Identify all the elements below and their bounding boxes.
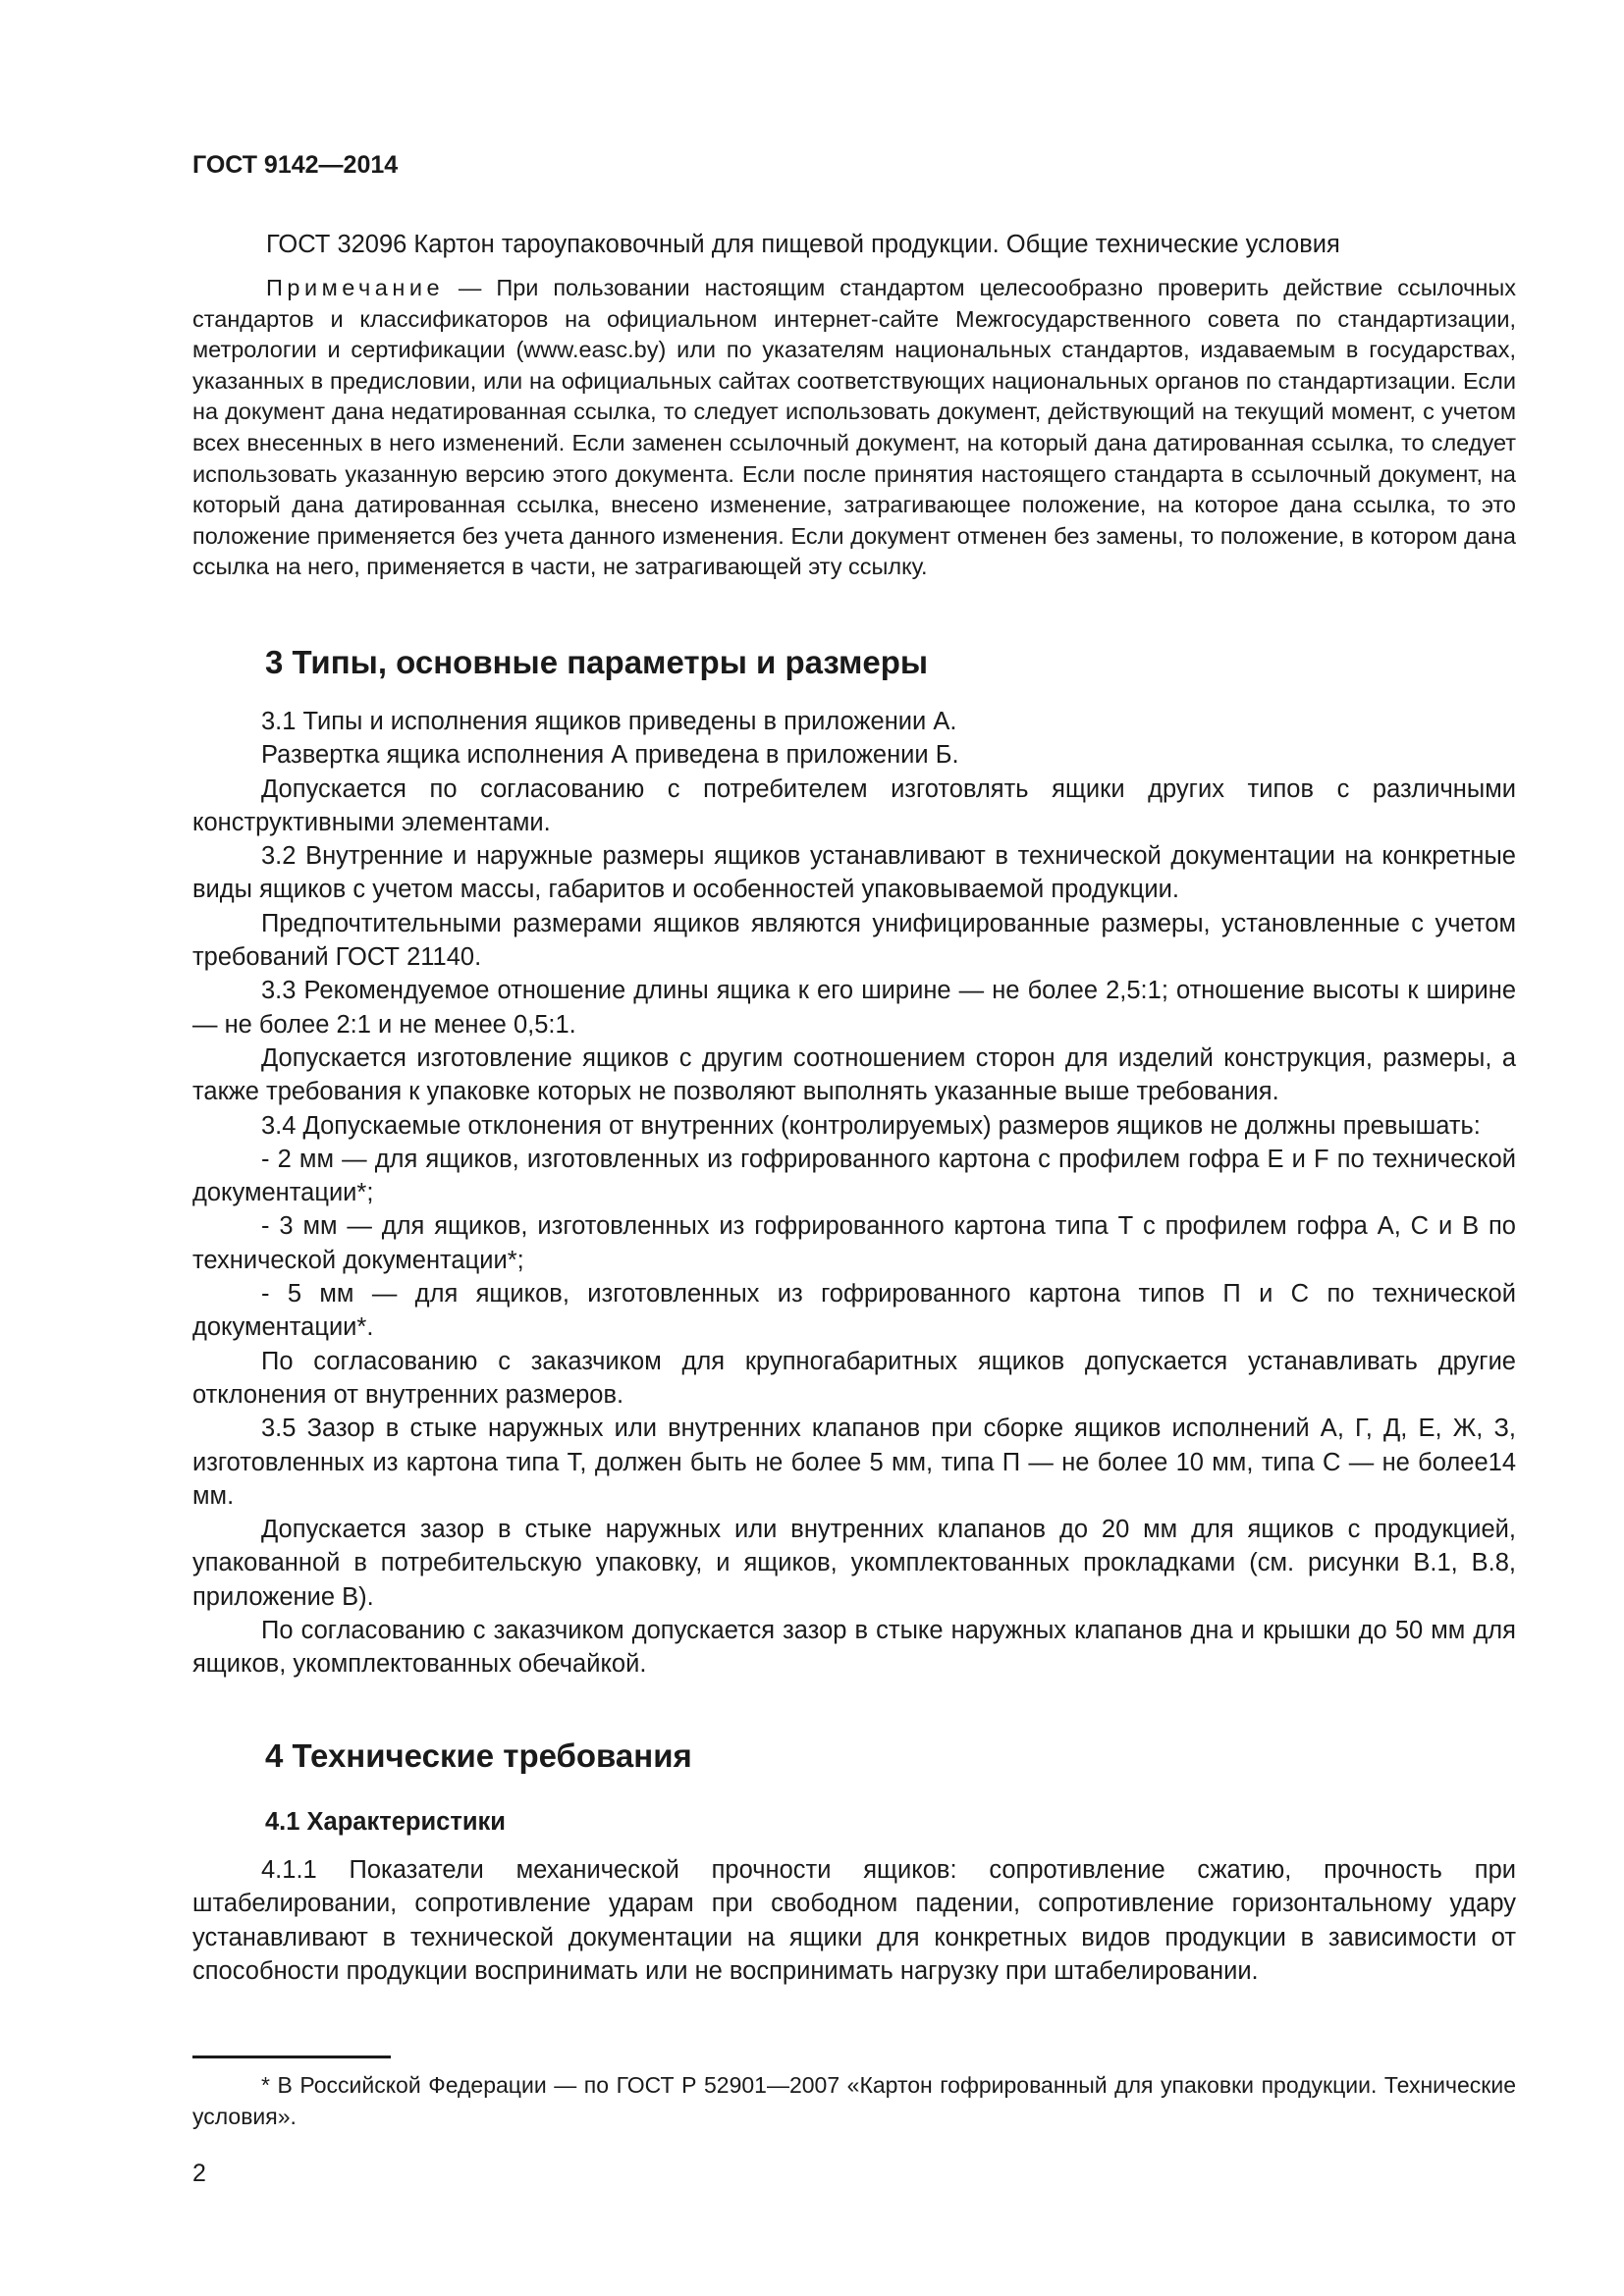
clause-3-4: 3.4 Допускаемые отклонения от внутренних (контролируемых) размеров ящиков не должны превышать: bbox=[261, 1111, 1481, 1140]
section-4-body bbox=[192, 1853, 1516, 1988]
section-4-heading-wrap bbox=[265, 1737, 1516, 1775]
clause-3-4-item-5mm: - 5 мм — для ящиков, изготовленных из гофрированного картона типов П и С по технической документации*. bbox=[192, 1280, 1516, 1342]
normative-reference-entry bbox=[192, 228, 1516, 261]
subsection-4-1-heading: 4.1 Характеристики bbox=[265, 1808, 506, 1836]
clause-3-2: 3.2 Внутренние и наружные размеры ящиков устанавливают в технической документации на конкретные виды ящиков с учетом массы, габаритов и особенностей упаковываемой продукции. bbox=[192, 842, 1516, 904]
section-3-body bbox=[192, 705, 1516, 1682]
clause-3-4-item-3mm: - 3 мм — для ящиков, изготовленных из гофрированного картона типа Т с профилем гофра А, С и В по технической документации*; bbox=[192, 1212, 1516, 1274]
section-3-heading-wrap bbox=[265, 644, 1516, 681]
section-4-heading: 4 Технические требования bbox=[265, 1737, 692, 1774]
footnote bbox=[192, 2069, 1516, 2132]
reference-gost-32096: ГОСТ 32096 Картон тароупаковочный для пищевой продукции. Общие технические условия bbox=[266, 231, 1340, 258]
note-paragraph bbox=[192, 273, 1516, 583]
clause-3-5: 3.5 Зазор в стыке наружных или внутренних клапанов при сборке ящиков исполнений А, Г, Д, Е, Ж, З, изготовленных из картона типа Т, должен быть не более 5 мм, типа П — не более 10 мм, типа С — не более14 мм. bbox=[192, 1415, 1516, 1510]
clause-3-3-other-ratio: Допускается изготовление ящиков с другим соотношением сторон для изделий конструкция, размеры, а также требования к упаковке которых не позволяют выполнять указанные выше требования. bbox=[192, 1043, 1516, 1106]
clause-3-4-agreement: По согласованию с заказчиком для крупногабаритных ящиков допускается устанавливать другие отклонения от внутренних размеров. bbox=[192, 1347, 1516, 1409]
page-number: 2 bbox=[192, 2160, 206, 2187]
subsection-4-1-wrap bbox=[265, 1808, 1516, 1837]
clause-3-4-item-2mm: - 2 мм — для ящиков, изготовленных из гофрированного картона с профилем гофра Е и F по технической документации*; bbox=[192, 1145, 1516, 1207]
clause-3-1-other-types: Допускается по согласованию с потребителем изготовлять ящики других типов с различными конструктивными элементами. bbox=[192, 774, 1516, 836]
document-code-header: ГОСТ 9142—2014 bbox=[192, 151, 399, 179]
clause-3-1: 3.1 Типы и исполнения ящиков приведены в приложении А. bbox=[261, 708, 957, 735]
note-text: — При пользовании настоящим стандартом целесообразно проверить действие ссылочных стандартов и классификаторов на официальном интернет-сайте Межгосударственного совета по стандартизации, метрологии и сертификации (www.easc.by) или по указателям национальных стандартов, издаваемым в государствах, указанных в предисловии, или на официальных сайтах соответствующих национальных органов по стандартизации. Если на документ дана недатированная ссылка, то следует использовать документ, действующий на текущий момент, с учетом всех внесенных в него изменений. Если заменен ссылочный документ, на который дана датированная ссылка, то следует использовать указанную версию этого документа. Если после принятия настоящего стандарта в ссылочный документ, на который дана датированная ссылка, внесено изменение, затрагивающее положение, на которое дана ссылка, то это положение применяется без учета данного изменения. Если документ отменен без замены, то положение, в котором дана ссылка на него, применяется в части, не затрагивающей эту ссылку. bbox=[192, 275, 1516, 580]
footnote-separator bbox=[192, 2056, 391, 2058]
note-label: Примечание bbox=[266, 275, 445, 300]
clause-3-5-gap-20mm: Допускается зазор в стыке наружных или внутренних клапанов до 20 мм для ящиков с продукцией, упакованной в потребительскую упаковку, и ящиков, укомплектованных прокладками (см. рисунки В.1, В.8, приложение В). bbox=[192, 1516, 1516, 1611]
footnote-text: * В Российской Федерации — по ГОСТ Р 52901—2007 «Картон гофрированный для упаковки продукции. Технические условия». bbox=[192, 2072, 1516, 2129]
clause-3-3: 3.3 Рекомендуемое отношение длины ящика к его ширине — не более 2,5:1; отношение высоты к ширине — не более 2:1 и не менее 0,5:1. bbox=[192, 977, 1516, 1039]
clause-3-2-preferred-sizes: Предпочтительными размерами ящиков являются унифицированные размеры, установленные с учетом требований ГОСТ 21140. bbox=[192, 909, 1516, 972]
section-3-heading: 3 Типы, основные параметры и размеры bbox=[265, 644, 929, 680]
clause-3-5-gap-50mm: По согласованию с заказчиком допускается зазор в стыке наружных клапанов дна и крышки до 50 мм для ящиков, укомплектованных обечайкой. bbox=[192, 1617, 1516, 1679]
clause-4-1-1: 4.1.1 Показатели механической прочности ящиков: сопротивление сжатию, прочность при штабелировании, сопротивление ударам при свободном падении, сопротивление горизонтальному удару устанавливают в технической документации на ящики для конкретных видов продукции в зависимости от способности продукции воспринимать или не воспринимать нагрузку при штабелировании. bbox=[192, 1856, 1516, 1985]
clause-3-1-scheme: Развертка ящика исполнения А приведена в приложении Б. bbox=[261, 741, 959, 770]
